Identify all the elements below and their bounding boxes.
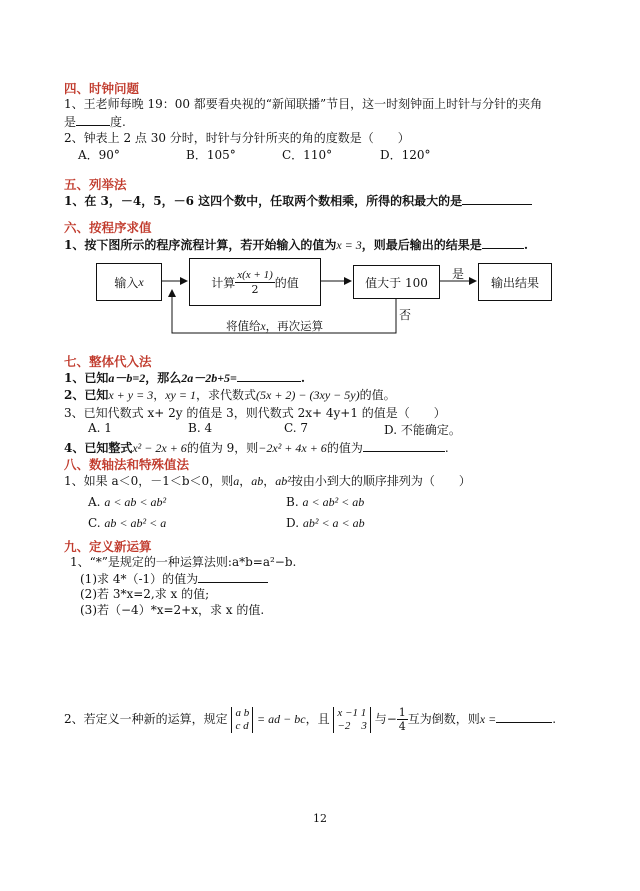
question-9-1-part1: (1)求 4*（-1）的值为 <box>80 570 268 587</box>
option-c: C．110° <box>282 148 333 162</box>
section-title-clock: 四、时钟问题 <box>64 81 140 96</box>
page-number: 12 <box>313 812 327 825</box>
question-4-2: 2、钟表上 2 点 30 分时，时针与分针所夹的角的度数是（ ） <box>64 131 410 145</box>
question-6-1: 1、按下图所示的程序流程计算，若开始输入的值为x = 3，则最后输出的结果是 . <box>64 238 528 252</box>
section-title-enumeration: 五、列举法 <box>64 177 127 192</box>
question-9-1: 1、“*”是规定的一种运算法则:a*b=a²−b. <box>70 555 297 569</box>
question-7-3: 3、已知代数式 x+ 2y 的值是 3，则代数式 2x+ 4y+1 的值是（ ） <box>64 406 446 420</box>
question-8-1: 1、如果 a＜0，－1＜b＜0，则a，ab，ab²按由小到大的顺序排列为（ ） <box>64 474 471 488</box>
question-4-1-line2: 是 度. <box>64 115 126 129</box>
section-title-number-line: 八、数轴法和特殊值法 <box>64 457 190 472</box>
flow-loop-label: 将值给x，再次运算 <box>226 319 324 333</box>
question-9-2: 2、若定义一种新的运算，规定 a b c d = ad − bc，且 x −1 1 −2 3 与− $\frac{1}{4}$ 互为倒数，则x = . <box>64 706 557 733</box>
option-d: D．120° <box>380 148 431 162</box>
option-b: B. 4 <box>188 421 213 435</box>
section-title-substitution: 七、整体代入法 <box>64 354 152 369</box>
option-a: A. a < ab < ab² <box>88 495 167 509</box>
determinant-given: x −1 1 −2 3 <box>333 707 370 733</box>
flow-compare-box: 值大于 100 <box>353 265 440 299</box>
option-c: C. 7 <box>284 421 309 435</box>
calc-fraction: $\frac{x(x + 1)}{2}$ <box>237 268 273 296</box>
fraction-one-quarter: $\frac{1}{4}$ <box>398 706 406 733</box>
question-7-4: 4、已知整式x² − 2x + 6的值为 9，则−2x² + 4x + 6的值为 . <box>64 441 449 455</box>
answer-blank[interactable] <box>363 439 445 452</box>
flow-yes-label: 是 <box>452 267 465 281</box>
answer-blank[interactable] <box>237 369 301 382</box>
question-7-1: 1、已知a－b=2，那么2a－2b+5= . <box>64 371 306 385</box>
question-7-2: 2、已知x + y = 3，xy = 1，求代数式(5x + 2) − (3xy − 5y)的值。 <box>64 388 396 402</box>
question-5-1: 1、在 3，－4，5，－6 这四个数中，任取两个数相乘，所得的积最大的是 <box>64 192 532 209</box>
section-title-new-operation: 九、定义新运算 <box>64 539 152 554</box>
option-b: B．105° <box>186 148 236 162</box>
option-a: A. 1 <box>88 421 112 435</box>
flow-no-label: 否 <box>399 308 412 322</box>
option-b: B. a < ab² < ab <box>286 495 365 509</box>
question-4-1-line1: 1、王老师每晚 19：00 都要看央视的“新闻联播”节目，这一时刻钟面上时针与分针的夹角 <box>64 97 543 111</box>
flow-output-box: 输出结果 <box>478 263 552 301</box>
determinant-definition: a b c d <box>231 707 253 733</box>
flow-calc-box: 计算 $\frac{x(x + 1)}{2}$ 的值 <box>189 258 321 306</box>
flow-input-box: 输入 x <box>96 263 162 301</box>
option-d: D. ab² < a < ab <box>286 516 365 530</box>
answer-blank[interactable] <box>496 706 552 723</box>
option-a: A．90° <box>78 148 120 162</box>
question-9-1-part3: (3)若（−4）*x=2+x，求 x 的值. <box>80 603 265 617</box>
question-9-1-part2: (2)若 3*x=2,求 x 的值; <box>80 587 210 601</box>
section-title-program: 六、按程序求值 <box>64 220 152 235</box>
option-d: D. 不能确定。 <box>384 423 461 437</box>
option-c: C. ab < ab² < a <box>88 516 167 530</box>
answer-blank[interactable] <box>198 570 268 583</box>
